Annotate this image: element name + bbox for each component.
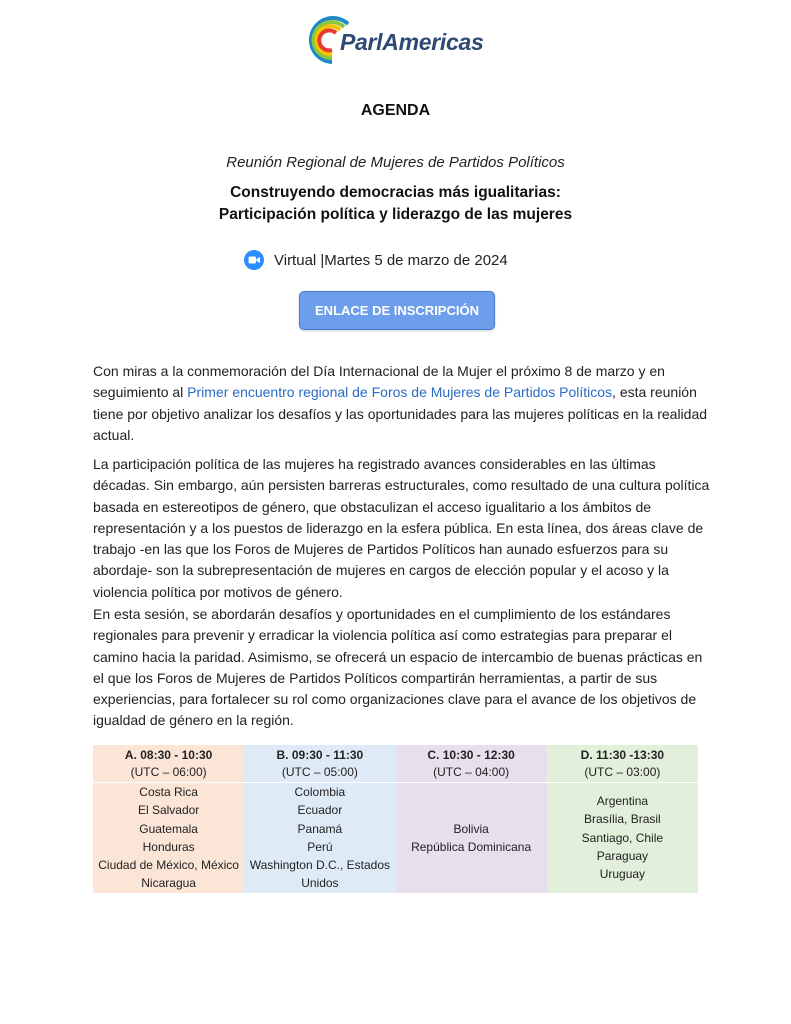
intro-text-end: , esta reunión tiene por objetivo analizar los desafíos y las oportunidades para las mujeres políticas en la realidad actual.: [93, 384, 708, 443]
country-item: Unidos: [301, 876, 339, 891]
country-item: Perú: [307, 839, 333, 854]
zone-b-time: B. 09:30 - 11:30: [276, 747, 364, 762]
country-item: Guatemala: [139, 821, 198, 836]
time-zone-schedule-table: [93, 745, 698, 893]
zone-c-utc: (UTC – 04:00): [433, 764, 510, 779]
country-item: Uruguay: [599, 867, 646, 882]
country-item: El Salvador: [137, 803, 200, 818]
country-item: Colombia: [294, 785, 346, 799]
event-title-line-2: Participación política y liderazgo de las mujeres: [218, 206, 573, 223]
zone-a-utc: (UTC – 06:00): [130, 764, 207, 779]
zone-c-countries: [396, 783, 547, 893]
event-title-line-1: Construyendo democracias más igualitarias:: [230, 184, 561, 201]
zone-b-header: [244, 745, 395, 783]
country-item: Santiago, Chile: [581, 830, 664, 845]
zone-d-header: [547, 745, 698, 783]
zone-b-countries: [244, 783, 395, 893]
intro-text-start: Con miras a la conmemoración del Día Internacional de la Mujer el próximo 8 de marzo y en seguimiento al: [93, 363, 665, 401]
zone-a-header: [93, 745, 244, 783]
country-item: Nicaragua: [141, 876, 196, 891]
zone-c-header: [396, 745, 547, 783]
zoom-video-icon: [244, 250, 264, 270]
country-item: República Dominicana: [411, 839, 532, 854]
country-item: Ciudad de México, México: [98, 858, 239, 873]
event-info-text: Virtual |Martes 5 de marzo de 2024: [274, 251, 508, 269]
zone-b-utc: (UTC – 05:00): [281, 764, 358, 779]
participation-paragraph: La participación política de las mujeres ha registrado avances considerables en las últimas décadas. Sin embargo, aún persisten barreras estructurales, como resultado de una cultura política basada en estereotipos de género, que obstaculizan el acceso igualitario a los ámbitos de representación y a los puestos de liderazgo en la esfera pública. En esta línea, dos áreas clave de trabajo -en las que los Foros de Mujeres de Partidos Políticos han aunado esfuerzos para su abordaje- son la subrepresentación de mujeres en cargos de elección popular y el acoso y la violencia política por motivos de género.: [93, 456, 710, 600]
parlamericas-logo: [302, 12, 502, 66]
country-item: Paraguay: [596, 849, 649, 864]
event-info: [244, 249, 508, 271]
zone-d-countries: [547, 783, 698, 893]
country-item: Costa Rica: [139, 785, 198, 799]
schedule-header-row: [93, 745, 698, 783]
intro-paragraph: [93, 361, 713, 446]
session-paragraph: En esta sesión, se abordarán desafíos y oportunidades en el cumplimiento de los estándares regionales para prevenir y erradicar la violencia política así como estrategias para preparar el camino hacia la paridad. Asimismo, se ofrecerá un espacio de intercambio de buenas prácticas en el que los Foros de Mujeres de Partidos Políticos compartirán herramientas, a partir de sus experiencias, para fortalecer su rol como organizaciones clave para el avance de los objetivos de igualdad de género en la región.: [93, 606, 703, 729]
country-item: Ecuador: [297, 803, 343, 818]
zone-d-time: D. 11:30 -13:30: [580, 747, 665, 762]
country-item: Bolivia: [453, 821, 489, 836]
first-meeting-link[interactable]: Primer encuentro regional de Foros de Mujeres de Partidos Políticos: [187, 384, 613, 401]
zone-a-countries: [93, 783, 244, 893]
registration-link-button[interactable]: ENLACE DE INSCRIPCIÓN: [299, 291, 495, 330]
zone-c-time: C. 10:30 - 12:30: [427, 747, 515, 762]
logo-text: ParlAmericas: [340, 29, 484, 55]
country-item: Washington D.C., Estados: [249, 858, 391, 873]
country-item: Brasília, Brasil: [584, 812, 661, 827]
country-item: Argentina: [596, 794, 649, 809]
zone-d-utc: (UTC – 03:00): [584, 764, 661, 779]
event-subtitle: Reunión Regional de Mujeres de Partidos Políticos: [226, 154, 565, 171]
agenda-title: AGENDA: [360, 102, 431, 119]
schedule-countries-row: [93, 783, 698, 893]
country-item: Honduras: [142, 839, 195, 854]
country-item: Panamá: [297, 821, 343, 836]
zone-a-time: A. 08:30 - 10:30: [124, 747, 213, 762]
